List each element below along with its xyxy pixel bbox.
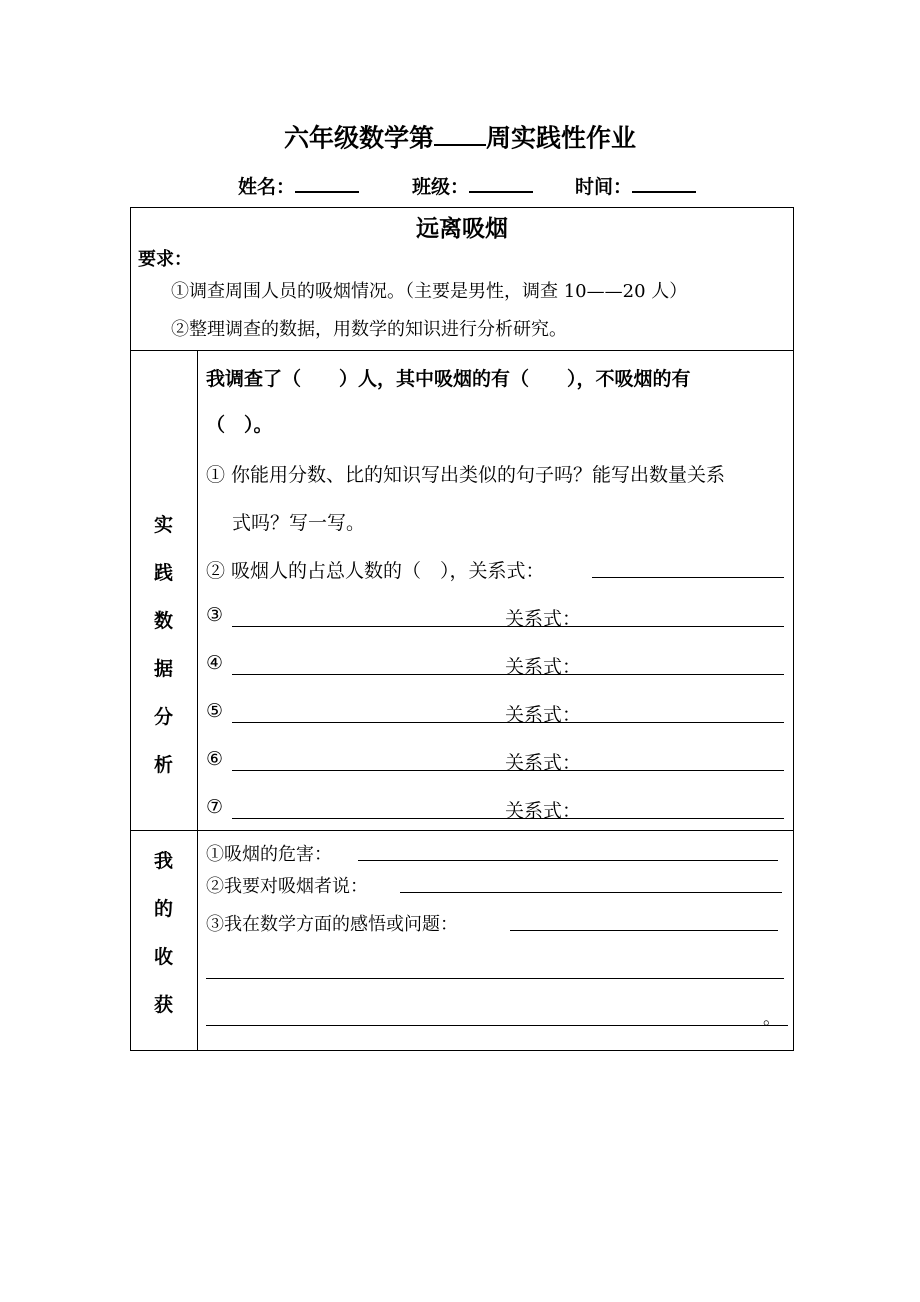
name-blank[interactable] (295, 171, 359, 193)
question-2-answer-line[interactable] (592, 577, 784, 578)
requirement-2: ②整理调查的数据，用数学的知识进行分析研究。 (171, 319, 567, 340)
harvest-side-char-1: 我 (154, 850, 174, 872)
harvest-extra-line-1[interactable] (206, 978, 784, 979)
row-7-number: ⑦ (206, 796, 224, 818)
table-border-right (793, 207, 794, 1051)
analysis-side-char-6: 析 (154, 754, 174, 776)
table-border-top (130, 207, 794, 208)
class-label: 班级： (412, 175, 470, 198)
table-border-bottom (130, 1050, 794, 1051)
week-blank[interactable] (434, 118, 486, 146)
survey-line-1: 我调查了（ ）人，其中吸烟的有（ ），不吸烟的有 (206, 368, 691, 390)
question-2: ② 吸烟人的占总人数的（ ），关系式： (206, 560, 545, 582)
class-blank[interactable] (469, 171, 533, 193)
table-inner-vertical (197, 350, 198, 1051)
analysis-side-char-1: 实 (154, 514, 174, 536)
row-6-number: ⑥ (206, 748, 224, 770)
time-field (575, 171, 696, 199)
harvest-side-char-2: 的 (154, 898, 174, 920)
harvest-item-2-line[interactable] (400, 892, 782, 893)
requirements-label: 要求： (138, 249, 192, 270)
harvest-extra-line-2[interactable] (206, 1025, 788, 1026)
harvest-item-2: ②我要对吸烟者说： (206, 876, 368, 897)
time-label: 时间： (575, 175, 633, 198)
row-4-number: ④ (206, 652, 224, 674)
analysis-side-char-5: 分 (154, 706, 174, 728)
row-3-relation-label: 关系式： (505, 608, 582, 630)
analysis-side-char-4: 据 (154, 658, 174, 680)
time-blank[interactable] (632, 171, 696, 193)
table-border-left (130, 207, 131, 1051)
harvest-side-char-4: 获 (154, 994, 174, 1016)
harvest-item-3: ③我在数学方面的感悟或问题： (206, 914, 458, 935)
analysis-side-char-3: 数 (154, 610, 174, 632)
harvest-side-char-3: 收 (154, 946, 174, 968)
row-3-number: ③ (206, 604, 224, 626)
title-suffix: 周实践性作业 (486, 123, 637, 153)
title-prefix: 六年级数学第 (283, 123, 434, 153)
requirement-1: ①调查周围人员的吸烟情况。（主要是男性，调查 10——20 人） (171, 281, 688, 302)
row-6-relation-label: 关系式： (505, 752, 582, 774)
class-field (412, 171, 533, 199)
table-divider-1 (130, 350, 794, 351)
question-1-line-2: 式吗？写一写。 (232, 512, 366, 534)
survey-line-2: （ ）。 (206, 414, 273, 436)
harvest-item-3-line[interactable] (510, 930, 778, 931)
harvest-item-1: ①吸烟的危害： (206, 844, 332, 865)
row-5-number: ⑤ (206, 700, 224, 722)
page-title (0, 118, 920, 154)
row-4-relation-label: 关系式： (505, 656, 582, 678)
table-divider-2 (130, 830, 794, 831)
row-5-relation-label: 关系式： (505, 704, 582, 726)
question-1-line-1: ① 你能用分数、比的知识写出类似的句子吗？能写出数量关系 (206, 464, 726, 486)
harvest-item-1-line[interactable] (358, 860, 778, 861)
row-7-relation-label: 关系式： (505, 800, 582, 822)
name-label: 姓名： (238, 175, 296, 198)
name-field (238, 171, 359, 199)
harvest-end-mark: 。 (763, 1008, 781, 1029)
analysis-side-char-2: 践 (154, 562, 174, 584)
topic-heading: 远离吸烟 (416, 216, 508, 242)
